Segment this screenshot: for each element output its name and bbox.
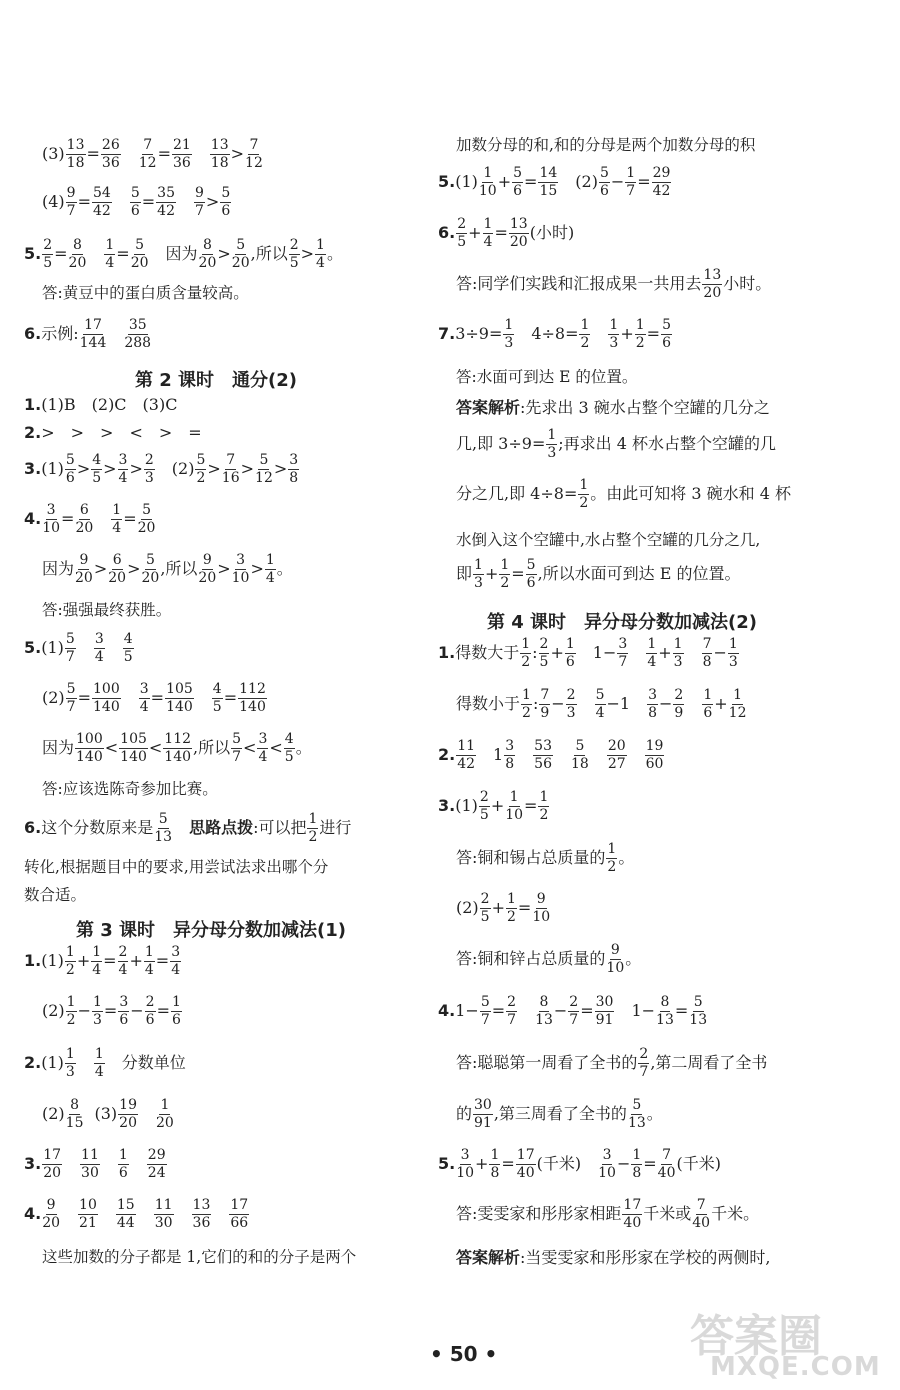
s4-q1: 1. 得数大于 1 2 : 2 5 + 1 6 1− 3 7 1 4 + 1 3 7 8 − 1 3: [438, 636, 738, 670]
section-heading-2: 第 2 课时 通分(2): [135, 370, 298, 391]
right-q6: 6. 2 5 + 1 4 = 13 20 (小时): [438, 216, 575, 250]
left-q5-answer: 答:黄豆中的蛋白质含量较高。: [42, 284, 249, 302]
s4-q4-answer-2: 的 30 91 ,第三周看了全书的 5 13 。: [456, 1097, 663, 1131]
s2-q5-part2: (2) 5 7 = 100 140 3 4 = 105 140 4 5 = 112 140: [42, 681, 266, 715]
fraction: 13 18: [66, 137, 85, 171]
fraction: 7 12: [245, 137, 263, 171]
s4-q4-answer: 答:聪聪第一周看了全书的 2 7 ,第二周看了全书: [456, 1046, 768, 1080]
left-l3: (3) 13 18 = 26 36 7 12 = 21 36 13 18 > 7 12: [42, 137, 263, 171]
s3-q1-part2: (2) 1 2 − 1 3 = 3 6 − 2 6 = 1 6: [42, 994, 181, 1028]
s2-q6-line3: 数合适。: [24, 886, 87, 904]
s3-q2: 2. (1) 1 3 1 4 分数单位: [24, 1046, 186, 1080]
s2-q5-answer: 答:应该选陈奇参加比赛。: [42, 780, 218, 798]
s2-q3: 3. (1) 5 6 > 4 5 > 3 4 > 2 3 (2) 5 2 > 7 16 > 5 12 > 3 8: [24, 452, 299, 486]
s4-q5-explain: 答案解析 :当雯雯家和彤彤家在学校的两侧时,: [456, 1248, 771, 1267]
s2-q2: 2. > > > < > =: [24, 423, 202, 442]
right-q5: 5. (1) 1 10 + 5 6 = 14 15 (2) 5 6 − 1 7 = 29 42: [438, 165, 671, 199]
left-q6: 6. 示例: 17 144 35 288: [24, 317, 152, 351]
right-r0: 加数分母的和,和的分母是两个加数分母的积: [456, 136, 756, 154]
s2-q4-compare: 因为 9 20 > 6 20 > 5 20 ,所以 9 20 > 3 10 > 1 4 。: [42, 552, 293, 586]
s3-q3: 3. 17 20 11 30 1 6 29 24: [24, 1147, 166, 1181]
s4-q5: 5. 3 10 + 1 8 = 17 40 (千米) 3 10 − 1 8 = 7 40 (千米): [438, 1147, 721, 1181]
fraction: 7 12: [138, 137, 157, 171]
s2-q6-line2: 转化,根据题目中的要求,用尝试法求出哪个分: [24, 858, 329, 876]
s4-q3: 3. (1) 2 5 + 1 10 = 1 2: [438, 789, 549, 823]
s3-q2-part2: (2) 8 15 (3) 19 20 1 20: [42, 1097, 174, 1131]
s2-q4-answer: 答:强强最终获胜。: [42, 601, 172, 619]
s4-q3-part2: (2) 2 5 + 1 2 = 9 10: [456, 891, 551, 925]
fraction: 13 18: [210, 137, 229, 171]
s4-q5-answer: 答:雯雯家和彤彤家相距 17 40 千米或 7 40 千米。: [456, 1197, 760, 1231]
s2-q5: 5. (1) 5 7 3 4 4 5: [24, 631, 133, 665]
right-q7-explain-5: 即 1 3 + 1 2 = 5 6 ,所以水面可到达 E 的位置。: [456, 557, 741, 591]
left-l4: (4) 9 7 = 54 42 5 6 = 35 42 9 7 > 5 6: [42, 185, 231, 219]
right-q7-explain-2: 几,即 3÷9= $\frac{1}{3}$ ;再求出 4 杯水占整个空罐的几: [456, 427, 777, 461]
section-heading-4: 第 4 课时 异分母分数加减法(2): [487, 612, 758, 633]
s4-q4: 4. 1− $\frac{5}{7}$ = 2 7 8 13 − 2 7 = 30 91 1− $\frac{8}{13}$ = 5 13: [438, 994, 708, 1028]
s2-q6: 6. 这个分数原来是 5 13 思路点拨 :可以把 1 2 进行: [24, 811, 352, 845]
watermark-logo: 答案圈 MXQE.COM: [690, 1311, 881, 1382]
fraction: 26 36: [101, 137, 120, 171]
page-number: • 50 •: [430, 1342, 498, 1366]
s4-q2: 2. 11 42 1 3 8 53 56 5 18 20 27 19 60: [438, 738, 664, 772]
s3-q4: 4. 9 20 10 21 15 44 11 30 13 36 17 66: [24, 1197, 249, 1231]
right-q6-answer: 答:同学们实践和汇报成果一共用去 13 20 小时。: [456, 267, 772, 301]
s3-q4-note: 这些加数的分子都是 1,它们的和的分子是两个: [42, 1248, 357, 1266]
s4-q3-answer: 答:铜和锡占总质量的 1 2 。: [456, 841, 635, 875]
s3-q1: 1. (1) 1 2 + 1 4 = 2 4 + 1 4 = 3 4: [24, 944, 181, 978]
right-q7-explain-1: 答案解析 :先求出 3 碗水占整个空罐的几分之: [456, 398, 770, 417]
s2-q1: 1. (1)B (2)C (3)C: [24, 395, 178, 414]
s4-q1-part2: 得数小于 1 2 : 7 9 − 2 3 5 4 −1 3 8 − 2 9 1 6 + 1 12: [456, 687, 747, 721]
left-q5: 5. 2 5 = 8 20 1 4 = 5 20 因为 8 20 > 5 20 ,所以 2 5 > 1 4 。: [24, 237, 343, 271]
right-q7: 7. 3÷9= $\frac{1}{3}$ 4÷8= $\frac{1}{2}$ 1 3 + 1 2 = 5 6: [438, 317, 671, 351]
section-heading-3: 第 3 课时 异分母分数加减法(1): [76, 920, 347, 941]
fraction: 21 36: [172, 137, 191, 171]
s2-q5-compare: 因为 100 140 < 105 140 < 112 140 ,所以 5 7 < 3 4 < 4 5 。: [42, 731, 312, 765]
label: (3): [42, 144, 65, 164]
s4-q3-part2-answer: 答:铜和锌占总质量的 9 10 。: [456, 942, 642, 976]
s2-q4: 4. 3 10 = 6 20 1 4 = 5 20: [24, 502, 156, 536]
right-q7-answer: 答:水面可到达 E 的位置。: [456, 368, 638, 386]
right-q7-explain-4: 水倒入这个空罐中,水占整个空罐的几分之几,: [456, 531, 761, 549]
right-q7-explain-3: 分之几,即 4÷8= $\frac{1}{2}$ 。由此可知将 3 碗水和 4 杯: [456, 477, 791, 511]
